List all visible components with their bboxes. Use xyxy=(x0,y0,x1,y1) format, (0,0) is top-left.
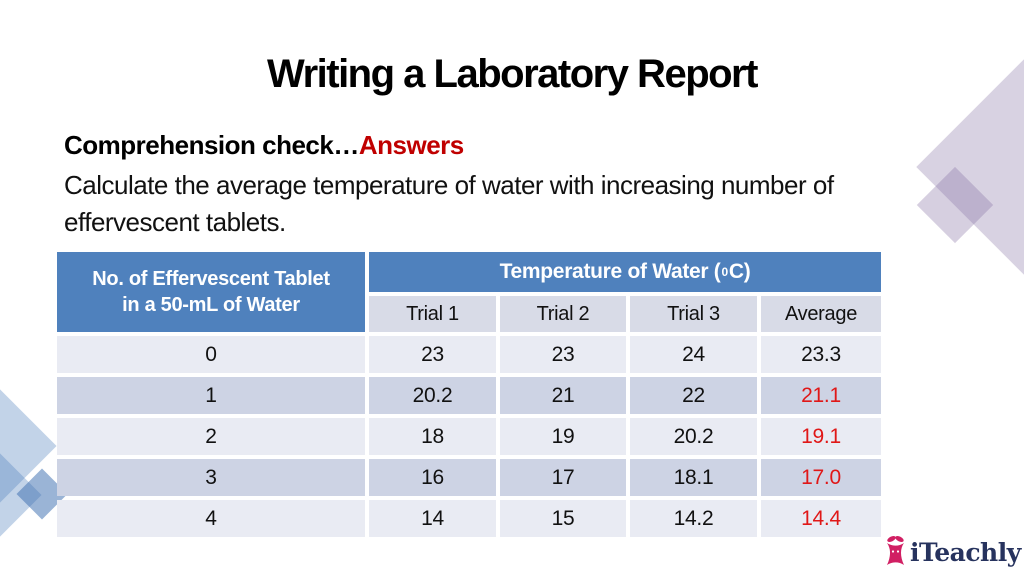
tablets-cell: 2 xyxy=(57,418,365,455)
decoration-diamond-top-right-large xyxy=(916,0,1024,337)
trial2-cell: 23 xyxy=(500,336,626,373)
trial1-cell: 23 xyxy=(369,336,496,373)
temperature-header-prefix: Temperature of Water ( xyxy=(499,260,721,283)
tablets-column-header-line2: in a 50-mL of Water xyxy=(122,294,300,316)
trial2-cell: 21 xyxy=(500,377,626,414)
temperature-table xyxy=(57,252,881,537)
average-column-header: Average xyxy=(761,296,881,332)
trial2-cell: 15 xyxy=(500,500,626,537)
comprehension-check-lead: Comprehension check… xyxy=(64,130,359,160)
tablets-cell: 3 xyxy=(57,459,365,496)
trial2-column-header: Trial 2 xyxy=(500,296,626,332)
trial3-cell: 24 xyxy=(630,336,757,373)
trial1-cell: 14 xyxy=(369,500,496,537)
trial1-cell: 20.2 xyxy=(369,377,496,414)
iteachly-logo xyxy=(884,534,1021,571)
average-cell: 14.4 xyxy=(761,500,881,537)
comprehension-check-heading xyxy=(64,130,464,161)
average-cell: 21.1 xyxy=(761,377,881,414)
slide-title: Writing a Laboratory Report xyxy=(267,52,757,96)
iteachly-logo-text: iTeachly xyxy=(910,538,1021,567)
answers-highlight: Answers xyxy=(358,130,464,160)
trial2-cell: 17 xyxy=(500,459,626,496)
iteachly-apple-icon xyxy=(884,534,907,571)
average-cell: 19.1 xyxy=(761,418,881,455)
trial1-column-header: Trial 1 xyxy=(369,296,496,332)
temperature-header-suffix: C) xyxy=(728,260,751,283)
trial3-cell: 22 xyxy=(630,377,757,414)
average-cell: 23.3 xyxy=(761,336,881,373)
trial3-cell: 14.2 xyxy=(630,500,757,537)
tablets-column-header xyxy=(57,252,365,332)
trial1-cell: 16 xyxy=(369,459,496,496)
tablets-cell: 1 xyxy=(57,377,365,414)
trial3-cell: 20.2 xyxy=(630,418,757,455)
instruction-line-1: Calculate the average temperature of water with increasing number of xyxy=(64,170,834,200)
trial3-cell: 18.1 xyxy=(630,459,757,496)
instruction-text xyxy=(64,167,834,241)
tablets-column-header-line1: No. of Effervescent Tablet xyxy=(92,268,330,290)
trial3-column-header: Trial 3 xyxy=(630,296,757,332)
temperature-header: Temperature of Water ( 0 C) xyxy=(369,252,881,292)
tablets-cell: 0 xyxy=(57,336,365,373)
tablets-cell: 4 xyxy=(57,500,365,537)
trial1-cell: 18 xyxy=(369,418,496,455)
instruction-line-2: effervescent tablets. xyxy=(64,207,286,237)
trial2-cell: 19 xyxy=(500,418,626,455)
average-cell: 17.0 xyxy=(761,459,881,496)
